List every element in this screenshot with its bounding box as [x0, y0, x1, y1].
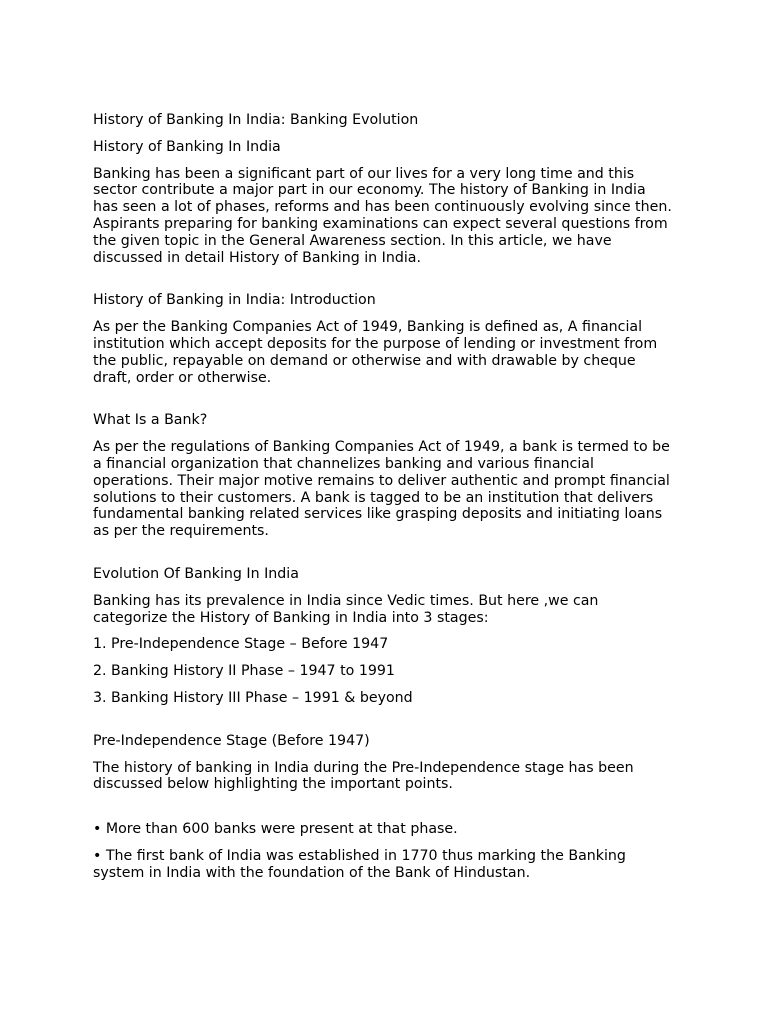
stage-list-item: 2. Banking History II Phase – 1947 to 1991	[93, 663, 395, 680]
pre-independence-paragraph: The history of banking in India during the Pre-Independence stage has been discussed below highlighting the important points.	[93, 759, 634, 793]
section-heading-history: History of Banking In India	[93, 138, 281, 155]
bullet-list-item: • The first bank of India was established in 1770 thus marking the Banking system in India with the foundation of the Bank of Hindustan.	[93, 847, 626, 881]
document-title: History of Banking In India: Banking Evolution	[93, 112, 419, 128]
section-heading-pre-independence: Pre-Independence Stage (Before 1947)	[93, 732, 370, 749]
introduction-paragraph: As per the Banking Companies Act of 1949, Banking is defined as, A financial institution which accept deposits for the purpose of lending or investment from the public, repayable on demand or otherwise and with drawable by cheque draft, order or otherwise.	[93, 319, 658, 386]
intro-paragraph: Banking has been a significant part of our lives for a very long time and this sector contribute a major part in our economy. The history of Banking in India has seen a lot of phases, reforms and has been continuously evolving since then. Aspirants preparing for banking examinations can expect several questions from the given topic in the General Awareness section. In this article, we have discussed in detail History of Banking in India.	[93, 165, 672, 266]
stage-list-item: 1. Pre-Independence Stage – Before 1947	[93, 636, 389, 653]
stage-list-item: 3. Banking History III Phase – 1991 & beyond	[93, 689, 413, 706]
section-heading-evolution: Evolution Of Banking In India	[93, 565, 299, 582]
bullet-list-item: • More than 600 banks were present at that phase.	[93, 821, 458, 838]
section-heading-what-is-bank: What Is a Bank?	[93, 412, 208, 429]
what-is-bank-paragraph: As per the regulations of Banking Companies Act of 1949, a bank is termed to be a financial organization that channelizes banking and various financial operations. Their major motive remains to deliver authentic and prompt financial solutions to their customers. A bank is tagged to be an institution that delivers fundamental banking related services like grasping deposits and initiating loans as per the requirements.	[93, 439, 670, 540]
document-body	[93, 112, 675, 892]
section-heading-introduction: History of Banking in India: Introduction	[93, 292, 376, 309]
evolution-paragraph: Banking has its prevalence in India since Vedic times. But here ,we can categorize the History of Banking in India into 3 stages:	[93, 592, 599, 626]
